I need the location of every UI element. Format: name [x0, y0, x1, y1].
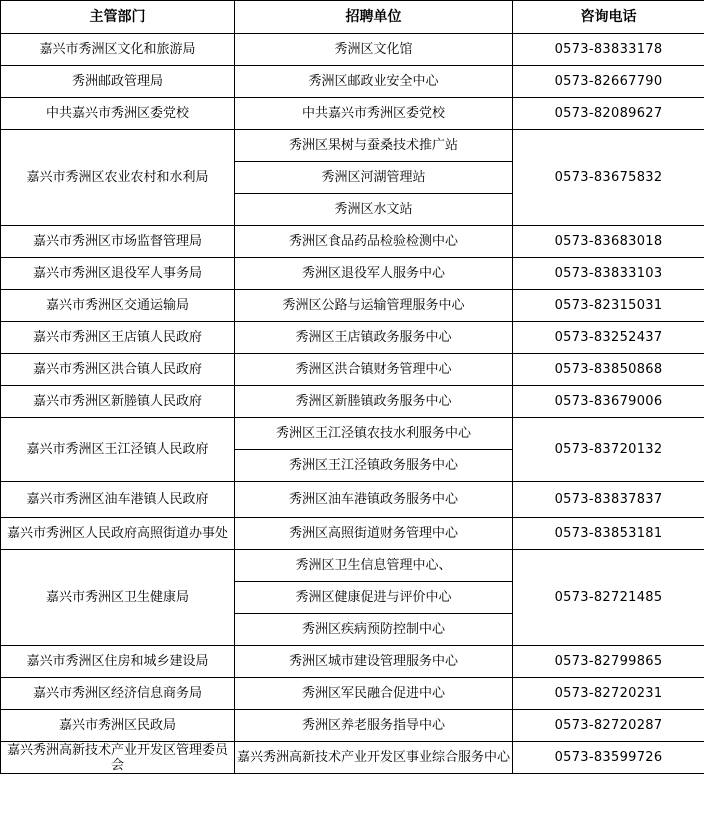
table-row	[1, 66, 704, 98]
phone-cell: 0573-83833103	[513, 258, 704, 290]
unit-cell: 秀洲区健康促进与评价中心	[235, 582, 513, 614]
table-row	[1, 386, 704, 418]
unit-cell: 秀洲区水文站	[235, 194, 513, 226]
phone-cell: 0573-82089627	[513, 98, 704, 130]
phone-cell: 0573-82315031	[513, 290, 704, 322]
table-row	[1, 258, 704, 290]
table-row	[1, 98, 704, 130]
unit-cell: 秀洲区王江泾镇政务服务中心	[235, 450, 513, 482]
phone-cell: 0573-82799865	[513, 646, 704, 678]
unit-cell: 秀洲区王店镇政务服务中心	[235, 322, 513, 354]
phone-cell: 0573-82720287	[513, 710, 704, 742]
department-cell: 嘉兴市秀洲区王江泾镇人民政府	[1, 418, 235, 482]
phone-cell: 0573-83683018	[513, 226, 704, 258]
department-cell: 嘉兴市秀洲区退役军人事务局	[1, 258, 235, 290]
phone-cell: 0573-83837837	[513, 482, 704, 518]
department-cell: 嘉兴市秀洲区王店镇人民政府	[1, 322, 235, 354]
phone-cell: 0573-82667790	[513, 66, 704, 98]
phone-cell: 0573-83850868	[513, 354, 704, 386]
department-cell: 嘉兴市秀洲区经济信息商务局	[1, 678, 235, 710]
table-row	[1, 678, 704, 710]
unit-cell: 秀洲区军民融合促进中心	[235, 678, 513, 710]
header-unit: 招聘单位	[235, 1, 513, 34]
unit-cell: 秀洲区河湖管理站	[235, 162, 513, 194]
table-row	[1, 482, 704, 518]
unit-cell: 秀洲区邮政业安全中心	[235, 66, 513, 98]
phone-cell: 0573-83720132	[513, 418, 704, 482]
table-row	[1, 322, 704, 354]
unit-cell: 秀洲区食品药品检验检测中心	[235, 226, 513, 258]
unit-cell: 秀洲区公路与运输管理服务中心	[235, 290, 513, 322]
department-cell: 嘉兴市秀洲区人民政府高照街道办事处	[1, 518, 235, 550]
table-row	[1, 646, 704, 678]
unit-cell: 秀洲区疾病预防控制中心	[235, 614, 513, 646]
unit-cell: 秀洲区卫生信息管理中心、	[235, 550, 513, 582]
unit-cell: 中共嘉兴市秀洲区委党校	[235, 98, 513, 130]
header-phone: 咨询电话	[513, 1, 704, 34]
department-cell: 嘉兴市秀洲区文化和旅游局	[1, 34, 235, 66]
unit-cell: 秀洲区高照街道财务管理中心	[235, 518, 513, 550]
phone-cell: 0573-82721485	[513, 550, 704, 646]
department-cell: 秀洲邮政管理局	[1, 66, 235, 98]
unit-cell: 秀洲区王江泾镇农技水利服务中心	[235, 418, 513, 450]
department-cell: 嘉兴市秀洲区交通运输局	[1, 290, 235, 322]
department-cell: 嘉兴市秀洲区油车港镇人民政府	[1, 482, 235, 518]
department-cell: 嘉兴市秀洲区民政局	[1, 710, 235, 742]
unit-cell: 秀洲区退役军人服务中心	[235, 258, 513, 290]
unit-cell: 秀洲区油车港镇政务服务中心	[235, 482, 513, 518]
phone-cell: 0573-83675832	[513, 130, 704, 226]
phone-cell: 0573-83853181	[513, 518, 704, 550]
department-cell: 嘉兴市秀洲区市场监督管理局	[1, 226, 235, 258]
table-row	[1, 226, 704, 258]
unit-cell: 秀洲区洪合镇财务管理中心	[235, 354, 513, 386]
department-cell: 嘉兴市秀洲区洪合镇人民政府	[1, 354, 235, 386]
phone-cell: 0573-83599726	[513, 742, 704, 774]
department-cell: 嘉兴市秀洲区住房和城乡建设局	[1, 646, 235, 678]
table-body	[1, 34, 704, 774]
table-row	[1, 290, 704, 322]
phone-cell: 0573-82720231	[513, 678, 704, 710]
table-row	[1, 130, 704, 162]
header-department: 主管部门	[1, 1, 235, 34]
unit-cell: 秀洲区城市建设管理服务中心	[235, 646, 513, 678]
table-row	[1, 550, 704, 582]
department-cell: 嘉兴市秀洲区新塍镇人民政府	[1, 386, 235, 418]
department-cell: 嘉兴秀洲高新技术产业开发区管理委员会	[1, 742, 235, 774]
phone-cell: 0573-83833178	[513, 34, 704, 66]
unit-cell: 秀洲区果树与蚕桑技术推广站	[235, 130, 513, 162]
header-row	[1, 1, 704, 34]
phone-cell: 0573-83252437	[513, 322, 704, 354]
table-row	[1, 710, 704, 742]
table-row	[1, 354, 704, 386]
unit-cell: 嘉兴秀洲高新技术产业开发区事业综合服务中心	[235, 742, 513, 774]
table-row	[1, 518, 704, 550]
department-cell: 中共嘉兴市秀洲区委党校	[1, 98, 235, 130]
department-cell: 嘉兴市秀洲区卫生健康局	[1, 550, 235, 646]
phone-cell: 0573-83679006	[513, 386, 704, 418]
unit-cell: 秀洲区新塍镇政务服务中心	[235, 386, 513, 418]
table-row	[1, 742, 704, 774]
unit-cell: 秀洲区文化馆	[235, 34, 513, 66]
unit-cell: 秀洲区养老服务指导中心	[235, 710, 513, 742]
table-row	[1, 34, 704, 66]
department-cell: 嘉兴市秀洲区农业农村和水利局	[1, 130, 235, 226]
table-row	[1, 418, 704, 450]
